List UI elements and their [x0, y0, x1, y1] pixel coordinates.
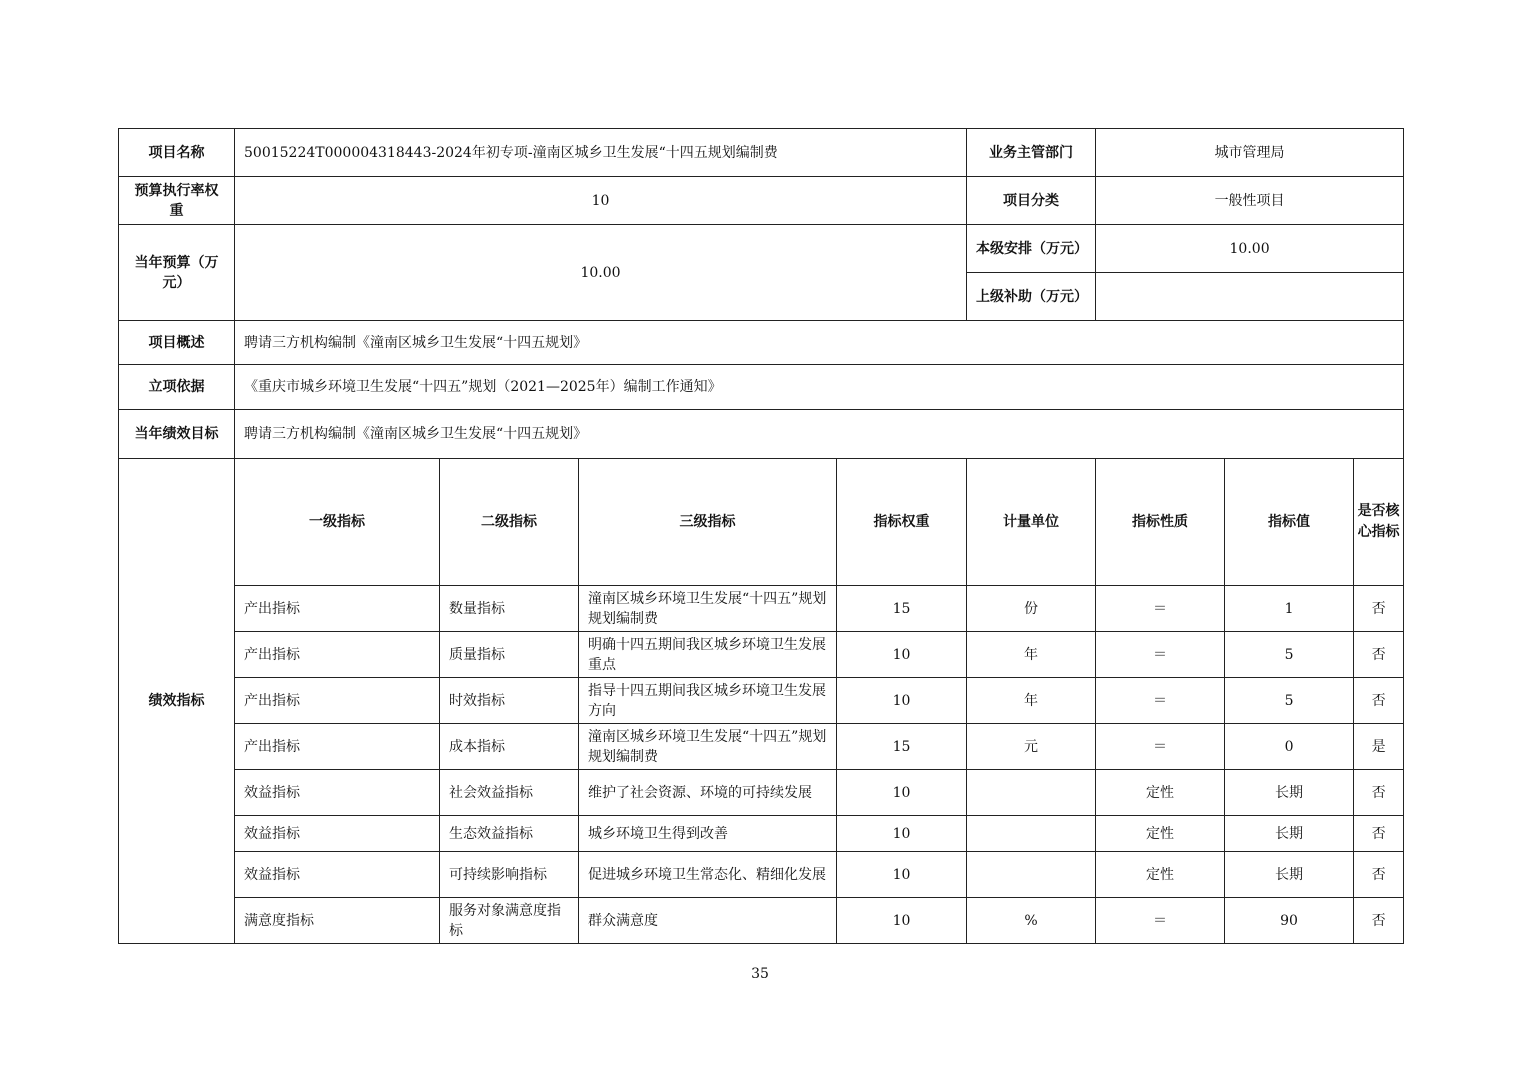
indicator-level1: 效益指标 [235, 816, 440, 852]
indicator-nature: ＝ [1096, 586, 1225, 632]
indicator-weight: 10 [837, 678, 967, 724]
indicator-unit: % [967, 898, 1096, 944]
indicator-level3: 明确十四五期间我区城乡环境卫生发展重点 [579, 632, 837, 678]
row-basis [119, 365, 1404, 410]
indicator-is-core: 否 [1354, 816, 1404, 852]
indicator-level2: 质量指标 [440, 632, 579, 678]
header-level3: 三级指标 [579, 459, 837, 586]
exec-rate-value: 10 [235, 177, 967, 225]
header-weight: 指标权重 [837, 459, 967, 586]
row-exec-rate [119, 177, 1404, 225]
indicator-level1: 效益指标 [235, 852, 440, 898]
indicator-level3: 维护了社会资源、环境的可持续发展 [579, 770, 837, 816]
indicator-weight: 10 [837, 852, 967, 898]
header-unit: 计量单位 [967, 459, 1096, 586]
indicator-value: 5 [1225, 632, 1354, 678]
project-name-value: 50015224T000004318443-2024年初专项-潼南区城乡卫生发展“十四五规划编制费 [235, 129, 967, 177]
indicator-level1: 满意度指标 [235, 898, 440, 944]
local-value: 10.00 [1096, 225, 1404, 273]
indicator-row [119, 632, 1404, 678]
indicator-value: 5 [1225, 678, 1354, 724]
category-value: 一般性项目 [1096, 177, 1404, 225]
budget-label: 当年预算（万元） [119, 225, 235, 321]
indicator-row [119, 770, 1404, 816]
indicator-nature: 定性 [1096, 852, 1225, 898]
indicator-nature: ＝ [1096, 724, 1225, 770]
dept-label: 业务主管部门 [967, 129, 1096, 177]
category-label: 项目分类 [967, 177, 1096, 225]
indicator-level3: 促进城乡环境卫生常态化、精细化发展 [579, 852, 837, 898]
indicator-row [119, 724, 1404, 770]
basis-value: 《重庆市城乡环境卫生发展“十四五”规划（2021—2025年）编制工作通知》 [235, 365, 1404, 410]
row-goal [119, 410, 1404, 459]
indicator-row [119, 852, 1404, 898]
goal-value: 聘请三方机构编制《潼南区城乡卫生发展“十四五规划》 [235, 410, 1404, 459]
indicator-level2: 可持续影响指标 [440, 852, 579, 898]
indicator-level3: 城乡环境卫生得到改善 [579, 816, 837, 852]
indicator-row [119, 816, 1404, 852]
indicator-is-core: 否 [1354, 632, 1404, 678]
indicator-nature: ＝ [1096, 632, 1225, 678]
indicator-is-core: 否 [1354, 678, 1404, 724]
row-project-name [119, 129, 1404, 177]
indicator-unit: 份 [967, 586, 1096, 632]
indicator-unit [967, 852, 1096, 898]
indicator-weight: 15 [837, 724, 967, 770]
indicator-level1: 产出指标 [235, 724, 440, 770]
indicator-level2: 服务对象满意度指标 [440, 898, 579, 944]
indicator-unit [967, 816, 1096, 852]
indicator-level2: 数量指标 [440, 586, 579, 632]
header-level2: 二级指标 [440, 459, 579, 586]
superior-value [1096, 273, 1404, 321]
row-overview [119, 321, 1404, 365]
indicator-weight: 10 [837, 816, 967, 852]
indicator-level3: 潼南区城乡环境卫生发展“十四五”规划规划编制费 [579, 724, 837, 770]
dept-value: 城市管理局 [1096, 129, 1404, 177]
indicator-unit: 年 [967, 632, 1096, 678]
indicator-weight: 10 [837, 770, 967, 816]
indicator-weight: 10 [837, 898, 967, 944]
header-level1: 一级指标 [235, 459, 440, 586]
row-budget [119, 225, 1404, 273]
indicator-is-core: 否 [1354, 586, 1404, 632]
indicator-value: 0 [1225, 724, 1354, 770]
indicators-section-label: 绩效指标 [119, 459, 235, 944]
indicator-weight: 15 [837, 586, 967, 632]
overview-value: 聘请三方机构编制《潼南区城乡卫生发展“十四五规划》 [235, 321, 1404, 365]
header-is-core: 是否核心指标 [1354, 459, 1404, 586]
performance-table [118, 128, 1404, 944]
indicator-nature: ＝ [1096, 678, 1225, 724]
indicator-nature: ＝ [1096, 898, 1225, 944]
exec-rate-label: 预算执行率权重 [119, 177, 235, 225]
performance-form [118, 128, 1403, 944]
indicator-level1: 产出指标 [235, 632, 440, 678]
indicator-value: 长期 [1225, 816, 1354, 852]
indicator-nature: 定性 [1096, 816, 1225, 852]
indicator-level2: 时效指标 [440, 678, 579, 724]
header-value: 指标值 [1225, 459, 1354, 586]
basis-label: 立项依据 [119, 365, 235, 410]
indicator-level1: 产出指标 [235, 678, 440, 724]
indicator-level2: 成本指标 [440, 724, 579, 770]
indicator-row [119, 586, 1404, 632]
indicator-unit [967, 770, 1096, 816]
indicator-is-core: 否 [1354, 898, 1404, 944]
overview-label: 项目概述 [119, 321, 235, 365]
header-nature: 指标性质 [1096, 459, 1225, 586]
indicator-level2: 生态效益指标 [440, 816, 579, 852]
indicator-level2: 社会效益指标 [440, 770, 579, 816]
local-label: 本级安排（万元） [967, 225, 1096, 273]
budget-value: 10.00 [235, 225, 967, 321]
indicator-level1: 效益指标 [235, 770, 440, 816]
page-number: 35 [751, 966, 769, 982]
indicator-nature: 定性 [1096, 770, 1225, 816]
indicator-is-core: 否 [1354, 770, 1404, 816]
indicator-value: 1 [1225, 586, 1354, 632]
indicator-unit: 年 [967, 678, 1096, 724]
indicator-is-core: 是 [1354, 724, 1404, 770]
indicator-weight: 10 [837, 632, 967, 678]
indicator-row [119, 898, 1404, 944]
project-name-label: 项目名称 [119, 129, 235, 177]
indicator-value: 长期 [1225, 852, 1354, 898]
indicator-is-core: 否 [1354, 852, 1404, 898]
indicator-level1: 产出指标 [235, 586, 440, 632]
indicator-level3: 指导十四五期间我区城乡环境卫生发展方向 [579, 678, 837, 724]
indicator-header-row [119, 459, 1404, 586]
indicator-level3: 潼南区城乡环境卫生发展“十四五”规划规划编制费 [579, 586, 837, 632]
indicator-unit: 元 [967, 724, 1096, 770]
indicator-value: 90 [1225, 898, 1354, 944]
goal-label: 当年绩效目标 [119, 410, 235, 459]
indicator-value: 长期 [1225, 770, 1354, 816]
indicator-level3: 群众满意度 [579, 898, 837, 944]
superior-label: 上级补助（万元） [967, 273, 1096, 321]
indicator-row [119, 678, 1404, 724]
